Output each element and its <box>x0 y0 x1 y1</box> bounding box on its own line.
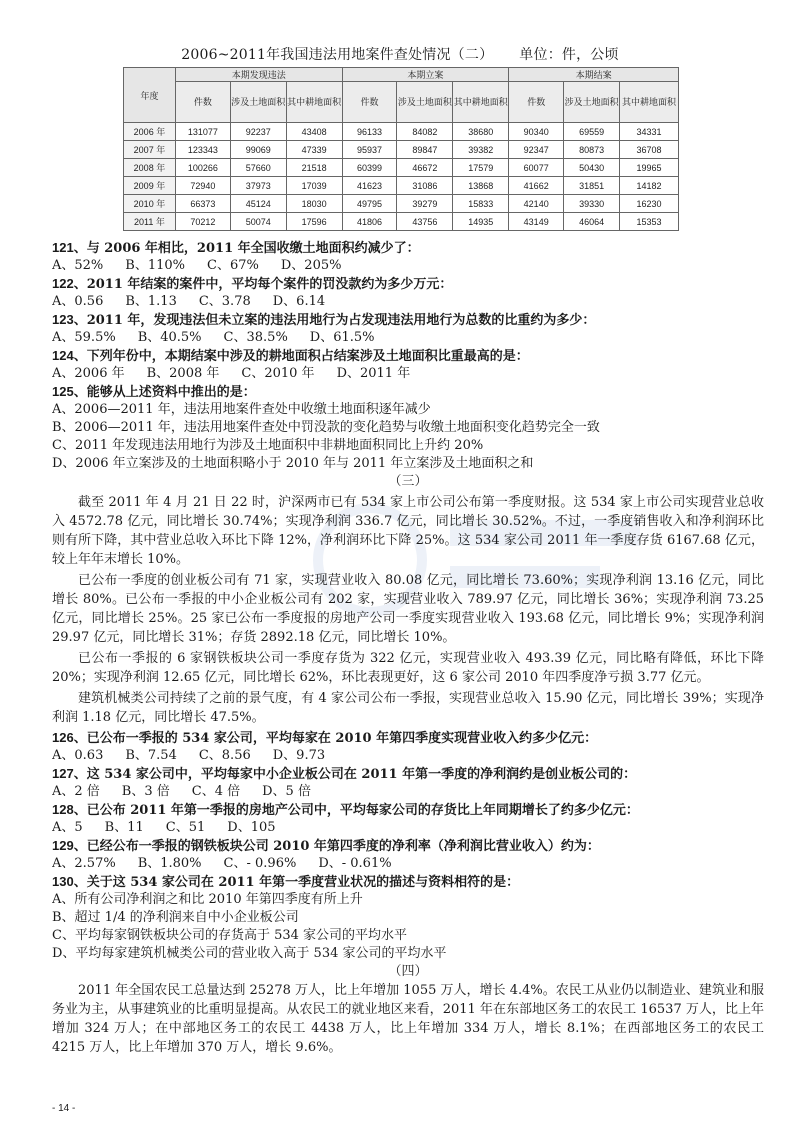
table-cell: 70212 <box>175 213 230 231</box>
answer-option: A、5 <box>52 820 83 835</box>
question-130-options <box>52 891 764 963</box>
table-sub-header-row <box>124 82 679 123</box>
question-stem: 、与 2006 年相比，2011 年全国收缴土地面积约减少了： <box>73 241 420 256</box>
table-cell: 49795 <box>342 195 397 213</box>
table-cell: 13868 <box>453 177 509 195</box>
table-cell: 60399 <box>342 159 397 177</box>
table-cell: 92237 <box>230 123 286 141</box>
table-cell: 90340 <box>509 123 564 141</box>
question-number: 121 <box>52 240 74 255</box>
table-cell: 41623 <box>342 177 397 195</box>
question-number: 124 <box>52 348 74 363</box>
table-cell: 41662 <box>509 177 564 195</box>
answer-option: C、51 <box>165 820 206 835</box>
table-cell: 17039 <box>286 177 342 195</box>
option-row <box>52 257 764 275</box>
table-row <box>124 123 679 141</box>
sub-header: 其中耕地面积 <box>453 82 509 123</box>
table-cell: 69559 <box>564 123 620 141</box>
answer-option: C、- 0.96% <box>223 856 297 871</box>
question-125: 125、能够从上述资料中推出的是： <box>52 384 256 400</box>
table-cell: 15833 <box>453 195 509 213</box>
question-123 <box>52 311 764 329</box>
table-row <box>124 195 679 213</box>
table-row <box>124 159 679 177</box>
table-cell: 31086 <box>397 177 453 195</box>
answer-option: C、2011 年发现违法用地行为涉及土地面积中非耕地面积同比上升约 20% <box>52 438 484 453</box>
answer-option: A、2006 年 <box>52 366 125 381</box>
sub-header: 件数 <box>175 82 230 123</box>
question-124 <box>52 347 764 365</box>
answer-option: D、2011 年 <box>336 366 411 381</box>
sub-header: 件数 <box>342 82 397 123</box>
table-cell: 84082 <box>397 123 453 141</box>
year-cell: 2008 年 <box>124 159 176 177</box>
table-cell: 123343 <box>175 141 230 159</box>
passage-paragraph: 建筑机械类公司持续了之前的景气度，有 4 家公司公布一季报，实现营业总收入 15.90 亿元，同比增长 39%；实现净利润 1.18 亿元，同比增长 47.5%。 <box>52 691 764 725</box>
answer-option: B、7.54 <box>125 748 177 763</box>
table-cell: 45124 <box>230 195 286 213</box>
answer-option: B、11 <box>104 820 144 835</box>
answer-option: A、2006—2011 年，违法用地案件查处中收缴土地面积逐年减少 <box>52 402 431 417</box>
answer-option: B、1.80% <box>137 856 202 871</box>
table-cell: 21518 <box>286 159 342 177</box>
question-number: 127 <box>52 766 74 781</box>
question-number: 129 <box>52 838 74 853</box>
table-cell: 43149 <box>509 213 564 231</box>
question-129 <box>52 837 764 855</box>
option-row <box>52 819 764 837</box>
table-unit: 单位：件，公顷 <box>519 47 619 63</box>
answer-option: D、2006 年立案涉及的土地面积略小于 2010 年与 2011 年立案涉及土地面积之和 <box>52 456 534 471</box>
table-body <box>124 123 679 231</box>
question-stem: 、已公布一季报的 534 家公司，平均每家在 2010 年第四季度实现营业收入约多少亿元： <box>73 731 598 746</box>
answer-option: C、3.78 <box>198 294 251 309</box>
answer-option: A、59.5% <box>52 330 116 345</box>
table-row <box>124 213 679 231</box>
question-130: 130、关于这 534 家公司在 2011 年第一季度营业状况的描述与资料相符的是： <box>52 874 520 890</box>
answer-option: D、105 <box>227 820 276 835</box>
year-cell: 2007 年 <box>124 141 176 159</box>
question-122 <box>52 275 764 293</box>
answer-option: B、3 倍 <box>121 784 170 799</box>
answer-option: D、5 倍 <box>262 784 311 799</box>
data-table-container <box>123 67 679 231</box>
answer-option: B、2006—2011 年，违法用地案件查处中罚没款的变化趋势与收缴土地面积变化趋势完全一致 <box>52 420 600 435</box>
option-row <box>52 293 764 311</box>
question-125-options <box>52 401 764 473</box>
table-cell: 57660 <box>230 159 286 177</box>
answer-option: A、0.56 <box>52 294 104 309</box>
table-cell: 37973 <box>230 177 286 195</box>
table-cell: 36708 <box>620 141 679 159</box>
sub-header: 涉及土地面积 <box>230 82 286 123</box>
answer-option: A、2.57% <box>52 856 116 871</box>
passage-paragraph: 截至 2011 年 4 月 21 日 22 时，沪深两市已有 534 家上市公司公布第一季度财报。这 534 家上市公司实现营业总收入 4572.78 亿元，同比增长 30.74%；实现净利润 336.7 亿元，同比增长 30.52%。不过，一季度销售收入和净利润环比则有所下降，其中营业总收入环比下降 12%，净利润环比下降 25%。这 534 家公司 2011 年一季度存货 6167.68 亿元，较上年年末增长 10%。 <box>52 495 764 567</box>
table-cell: 18030 <box>286 195 342 213</box>
question-128 <box>52 801 764 819</box>
answer-option: A、0.63 <box>52 748 104 763</box>
year-cell: 2011 年 <box>124 213 176 231</box>
table-cell: 100266 <box>175 159 230 177</box>
table-cell: 16230 <box>620 195 679 213</box>
table-cell: 66373 <box>175 195 230 213</box>
question-127 <box>52 765 764 783</box>
table-cell: 50430 <box>564 159 620 177</box>
table-cell: 95937 <box>342 141 397 159</box>
question-stem: 、已经公布一季报的钢铁板块公司 2010 年第四季度的净利率（净利润比营业收入）约为： <box>73 839 600 854</box>
sub-header: 涉及土地面积 <box>564 82 620 123</box>
table-cell: 80873 <box>564 141 620 159</box>
answer-option: C、4 倍 <box>191 784 241 799</box>
table-cell: 39330 <box>564 195 620 213</box>
question-number: 128 <box>52 802 74 817</box>
answer-option: D、平均每家建筑机械类公司的营业收入高于 534 家公司的平均水平 <box>52 946 447 961</box>
option-row <box>52 329 764 347</box>
table-cell: 43756 <box>397 213 453 231</box>
answer-option: C、67% <box>207 258 259 273</box>
table-cell: 50074 <box>230 213 286 231</box>
answer-option: C、2010 年 <box>241 366 315 381</box>
table-cell: 39279 <box>397 195 453 213</box>
answer-option: D、205% <box>280 258 342 273</box>
question-126 <box>52 729 764 747</box>
answer-option: A、2 倍 <box>52 784 100 799</box>
answer-option: C、38.5% <box>223 330 288 345</box>
question-text-flow <box>52 239 764 1057</box>
table-cell: 43408 <box>286 123 342 141</box>
table-cell: 14182 <box>620 177 679 195</box>
section-4-passage: 2011 年全国农民工总量达到 25278 万人，比上年增加 1055 万人，增长 4.4%。农民工从业仍以制造业、建筑业和服务业为主，从事建筑业的比重明显提高。从农民工的就业地区来看，2011 年在东部地区务工的农民工 16537 万人，比上年增加 324 万人；在中部地区务工的农民工 4438 万人，比上年增加 334 万人，增长 8.1%；在西部地区务工的农民工 4215 万人，比上年增加 370 万人，增长 9.6%。 <box>52 983 764 1055</box>
answer-option: D、- 0.61% <box>318 856 392 871</box>
table-cell: 38680 <box>453 123 509 141</box>
question-stem: 、已公布 2011 年第一季报的房地产公司中，平均每家公司的存货比上年同期增长了约多少亿元： <box>73 803 639 818</box>
answer-option: B、2008 年 <box>146 366 220 381</box>
table-cell: 31851 <box>564 177 620 195</box>
table-cell: 96133 <box>342 123 397 141</box>
question-stem: 、这 534 家公司中，平均每家中小企业板公司在 2011 年第一季度的净利润约是创业板公司的： <box>73 767 637 782</box>
table-cell: 47339 <box>286 141 342 159</box>
answer-option: D、9.73 <box>272 748 326 763</box>
table-cell: 39382 <box>453 141 509 159</box>
group-header: 本期发现违法 <box>175 68 342 82</box>
passage-paragraph: 已公布一季度的创业板公司有 71 家，实现营业收入 80.08 亿元，同比增长 73.60%；实现净利润 13.16 亿元，同比增长 80%。已公布一季报的中小企业板公司有 202 家，实现营业收入 789.97 亿元，同比增长 36%；实现净利润 73.25 亿元，同比增长 25%。25 家已公布一季度报的房地产公司一季度实现营业收入 193.68 亿元，同比增长 9%；实现净利润 29.97 亿元，同比增长 31%；存货 2892.18 亿元，同比增长 10%。 <box>52 573 764 645</box>
question-121 <box>52 239 764 257</box>
table-cell: 42140 <box>509 195 564 213</box>
option-row <box>52 783 764 801</box>
year-cell: 2009 年 <box>124 177 176 195</box>
table-cell: 17596 <box>286 213 342 231</box>
table-cell: 15353 <box>620 213 679 231</box>
table-cell: 92347 <box>509 141 564 159</box>
table-row <box>124 141 679 159</box>
year-column-header: 年度 <box>124 68 176 123</box>
question-stem: 、2011 年结案的案件中，平均每个案件的罚没款约为多少万元： <box>73 277 453 292</box>
table-cell: 41806 <box>342 213 397 231</box>
year-cell: 2006 年 <box>124 123 176 141</box>
sub-header: 其中耕地面积 <box>620 82 679 123</box>
table-title: 2006~2011年我国违法用地案件查处情况（二） <box>181 47 494 63</box>
question-number: 122 <box>52 276 74 291</box>
answer-option: B、1.13 <box>125 294 177 309</box>
table-cell: 131077 <box>175 123 230 141</box>
table-cell: 46672 <box>397 159 453 177</box>
table-cell: 89847 <box>397 141 453 159</box>
passage-paragraph: 已公布一季报的 6 家钢铁板块公司一季度存货为 322 亿元，实现营业收入 493.39 亿元，同比略有降低，环比下降 20%；实现净利润 12.65 亿元，同比增长 62%，环比表现更好，这 6 家公司 2010 年四季度净亏损 3.77 亿元。 <box>52 651 764 685</box>
table-cell: 19965 <box>620 159 679 177</box>
answer-option: B、110% <box>125 258 186 273</box>
table-cell: 17579 <box>453 159 509 177</box>
answer-option: C、8.56 <box>198 748 251 763</box>
sub-header: 涉及土地面积 <box>397 82 453 123</box>
answer-option: B、40.5% <box>137 330 202 345</box>
page-number: - 14 - <box>52 1103 76 1114</box>
answer-option: C、平均每家钢铁板块公司的存货高于 534 家公司的平均水平 <box>52 928 408 943</box>
table-cell: 72940 <box>175 177 230 195</box>
section-4-heading: （四） <box>388 964 428 979</box>
violation-cases-table <box>123 67 679 231</box>
table-cell: 14935 <box>453 213 509 231</box>
table-caption <box>0 44 800 64</box>
answer-option: D、61.5% <box>309 330 375 345</box>
answer-option: A、52% <box>52 258 104 273</box>
table-cell: 46064 <box>564 213 620 231</box>
question-number: 123 <box>52 312 74 327</box>
section-3-passage <box>52 493 764 727</box>
option-row <box>52 747 764 765</box>
questions-121-124 <box>52 239 764 383</box>
year-cell: 2010 年 <box>124 195 176 213</box>
group-header: 本期立案 <box>342 68 509 82</box>
answer-option: A、所有公司净利润之和比 2010 年第四季度有所上升 <box>52 892 363 907</box>
table-cell: 99069 <box>230 141 286 159</box>
sub-header: 件数 <box>509 82 564 123</box>
answer-option: D、6.14 <box>272 294 326 309</box>
answer-option: B、超过 1/4 的净利润来自中小企业板公司 <box>52 910 299 925</box>
section-3-heading: （三） <box>388 474 428 489</box>
question-number: 126 <box>52 730 74 745</box>
table-row <box>124 177 679 195</box>
option-row <box>52 855 764 873</box>
table-group-header-row <box>124 68 679 82</box>
table-cell: 60077 <box>509 159 564 177</box>
sub-header: 其中耕地面积 <box>286 82 342 123</box>
questions-126-129 <box>52 729 764 873</box>
question-stem: 、2011 年，发现违法但未立案的违法用地行为占发现违法用地行为总数的比重约为多少： <box>73 313 596 328</box>
table-cell: 34331 <box>620 123 679 141</box>
option-row <box>52 365 764 383</box>
group-header: 本期结案 <box>509 68 679 82</box>
question-stem: 、下列年份中，本期结案中涉及的耕地面积占结案涉及土地面积比重最高的是： <box>73 349 529 364</box>
